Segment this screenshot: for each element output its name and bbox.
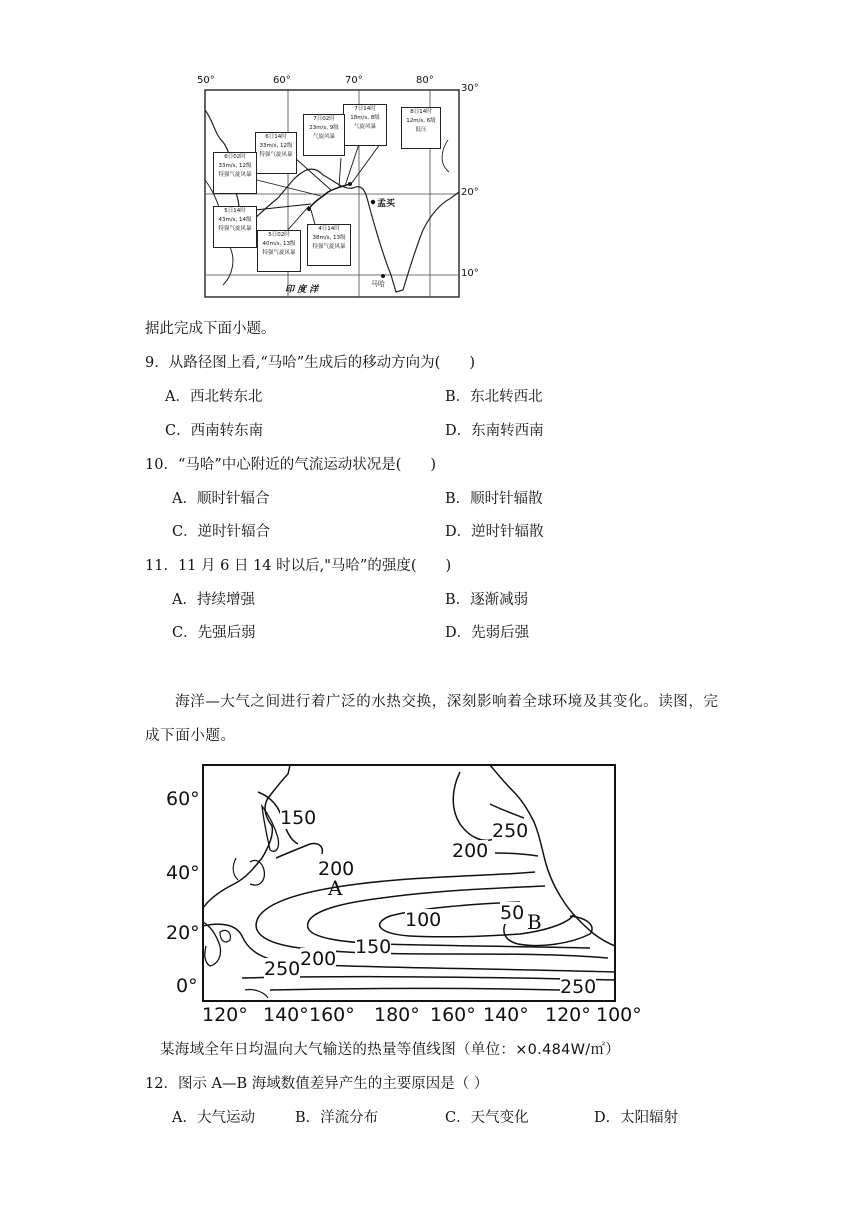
map2-lat-label: 60° <box>166 788 200 810</box>
track-box-time: 5日14时 <box>224 208 246 214</box>
track-box-level: 低压 <box>415 127 427 133</box>
question-11-option-a[interactable]: A．持续增强 <box>172 592 255 608</box>
track-box-level: 特强气旋风暴 <box>218 226 252 232</box>
map2-lon-label: 160° <box>309 1004 355 1026</box>
track-box-time: 6日02时 <box>224 154 246 160</box>
passage-2-line-2: 成下面小题。 <box>145 728 236 744</box>
track-box-speed: 38m/s, 13级 <box>312 235 346 241</box>
track-box-speed: 43m/s, 14级 <box>218 217 252 223</box>
map2-lon-label: 140° <box>483 1004 529 1026</box>
track-box-level: 特强气旋风暴 <box>312 244 346 250</box>
track-box-level: 特强气旋风暴 <box>262 250 296 256</box>
contour-label: 250 <box>492 820 529 842</box>
track-box-level: 气旋风暴 <box>312 134 335 140</box>
point-b-label: B <box>527 910 542 934</box>
heat-flux-isoline-map <box>150 758 670 1060</box>
track-box-time: 4日14时 <box>318 226 340 232</box>
question-9-option-a[interactable]: A．西北转东北 <box>165 389 263 405</box>
track-box-time: 7日14时 <box>354 106 376 112</box>
map1-lon-label: 70° <box>345 75 363 86</box>
track-box-5d02 <box>257 230 301 272</box>
map1-place-mumbai: 孟买 <box>377 199 396 209</box>
question-12-stem: 12．图示 A—B 海域数值差异产生的主要原因是（ ） <box>145 1076 489 1092</box>
map2-lon-label: 120° <box>202 1004 248 1026</box>
map2-lat-label: 40° <box>166 862 200 884</box>
contour-label: 100 <box>405 909 442 931</box>
map1-ocean-label: 印 度 洋 <box>285 285 319 295</box>
track-box-speed: 33m/s, 12级 <box>259 143 293 149</box>
question-12-option-d[interactable]: D．太阳辐射 <box>594 1110 679 1126</box>
question-12-option-b[interactable]: B．洋流分布 <box>295 1110 379 1126</box>
map2-lon-label: 160° <box>430 1004 476 1026</box>
track-box-speed: 18m/s, 8级 <box>350 115 380 121</box>
track-box-6d02 <box>213 152 257 194</box>
track-box-5d14 <box>213 206 257 248</box>
track-box-level: 气旋风暴 <box>353 124 376 130</box>
track-box-level: 特强气旋风暴 <box>218 172 252 178</box>
map2-lon-label: 100° <box>596 1004 642 1026</box>
map2-lon-label: 140° <box>263 1004 309 1026</box>
track-box-6d14 <box>255 132 297 174</box>
track-box-level: 特强气旋风暴 <box>259 152 293 158</box>
track-box-time: 6日14时 <box>265 134 287 140</box>
contour-label: 150 <box>280 807 317 829</box>
point-a-label: A <box>328 876 343 900</box>
track-box-time: 8日14时 <box>410 109 432 115</box>
contour-label: 200 <box>318 858 355 880</box>
track-box-4d14 <box>307 224 351 266</box>
question-9-stem: 9．从路径图上看,“马哈”生成后的移动方向为( ) <box>145 355 475 371</box>
question-10-option-c[interactable]: C．逆时针辐合 <box>172 524 271 540</box>
track-box-speed: 12m/s, 6级 <box>406 118 436 124</box>
map1-lat-label: 20° <box>461 187 479 198</box>
track-box-8d14 <box>401 107 441 149</box>
track-box-speed: 33m/s, 12级 <box>218 163 252 169</box>
question-9-option-d[interactable]: D．东南转西南 <box>445 423 544 439</box>
map1-lat-label: 30° <box>461 83 479 94</box>
map2-lat-label: 0° <box>176 975 198 997</box>
map1-lat-label: 10° <box>461 268 479 279</box>
contour-label: 200 <box>300 948 337 970</box>
contour-label: 50 <box>500 902 525 924</box>
track-box-time: 5日02时 <box>268 232 290 238</box>
track-box-time: 7日02时 <box>313 116 335 122</box>
map1-lon-label: 80° <box>416 75 434 86</box>
cyclone-track-map <box>193 75 487 301</box>
question-11-option-c[interactable]: C．先强后弱 <box>172 625 256 641</box>
question-11-stem: 11．11 月 6 日 14 时以后,"马哈”的强度( ) <box>145 558 452 574</box>
map2-caption: 某海域全年日均温向大气输送的热量等值线图（单位：×0.484W/㎡） <box>160 1042 621 1058</box>
contour-label: 250 <box>264 958 301 980</box>
question-10-option-a[interactable]: A．顺时针辐合 <box>172 491 270 507</box>
contour-label: 150 <box>355 936 392 958</box>
question-12-option-a[interactable]: A．大气运动 <box>172 1110 255 1126</box>
track-box-7d14 <box>343 104 387 146</box>
question-10-option-b[interactable]: B．顺时针辐散 <box>445 491 543 507</box>
question-10-option-d[interactable]: D．逆时针辐散 <box>445 524 544 540</box>
question-11-option-b[interactable]: B．逐渐减弱 <box>445 592 529 608</box>
intro-text: 据此完成下面小题。 <box>145 321 276 337</box>
map1-lon-label: 60° <box>273 75 291 86</box>
contour-label: 200 <box>452 840 489 862</box>
track-box-speed: 23m/s, 9级 <box>309 125 339 131</box>
passage-2-line-1: 海洋—大气之间进行着广泛的水热交换，深刻影响着全球环境及其变化。读图，完 <box>175 694 719 710</box>
question-9-option-b[interactable]: B．东北转西北 <box>445 389 543 405</box>
map2-lon-label: 180° <box>374 1004 420 1026</box>
question-12-option-c[interactable]: C．天气变化 <box>445 1110 529 1126</box>
question-11-option-d[interactable]: D．先弱后强 <box>445 625 530 641</box>
track-box-7d02 <box>303 114 345 156</box>
track-box-speed: 40m/s, 13级 <box>262 241 296 247</box>
map1-lon-label: 50° <box>197 75 215 86</box>
map2-lat-label: 20° <box>166 922 200 944</box>
question-10-stem: 10．“马哈”中心附近的气流运动状况是( ) <box>145 457 437 473</box>
question-9-option-c[interactable]: C．西南转东南 <box>165 423 264 439</box>
map1-place-madurai: 马哈 <box>371 280 385 288</box>
map2-lon-label: 120° <box>545 1004 591 1026</box>
contour-label: 250 <box>560 976 597 998</box>
